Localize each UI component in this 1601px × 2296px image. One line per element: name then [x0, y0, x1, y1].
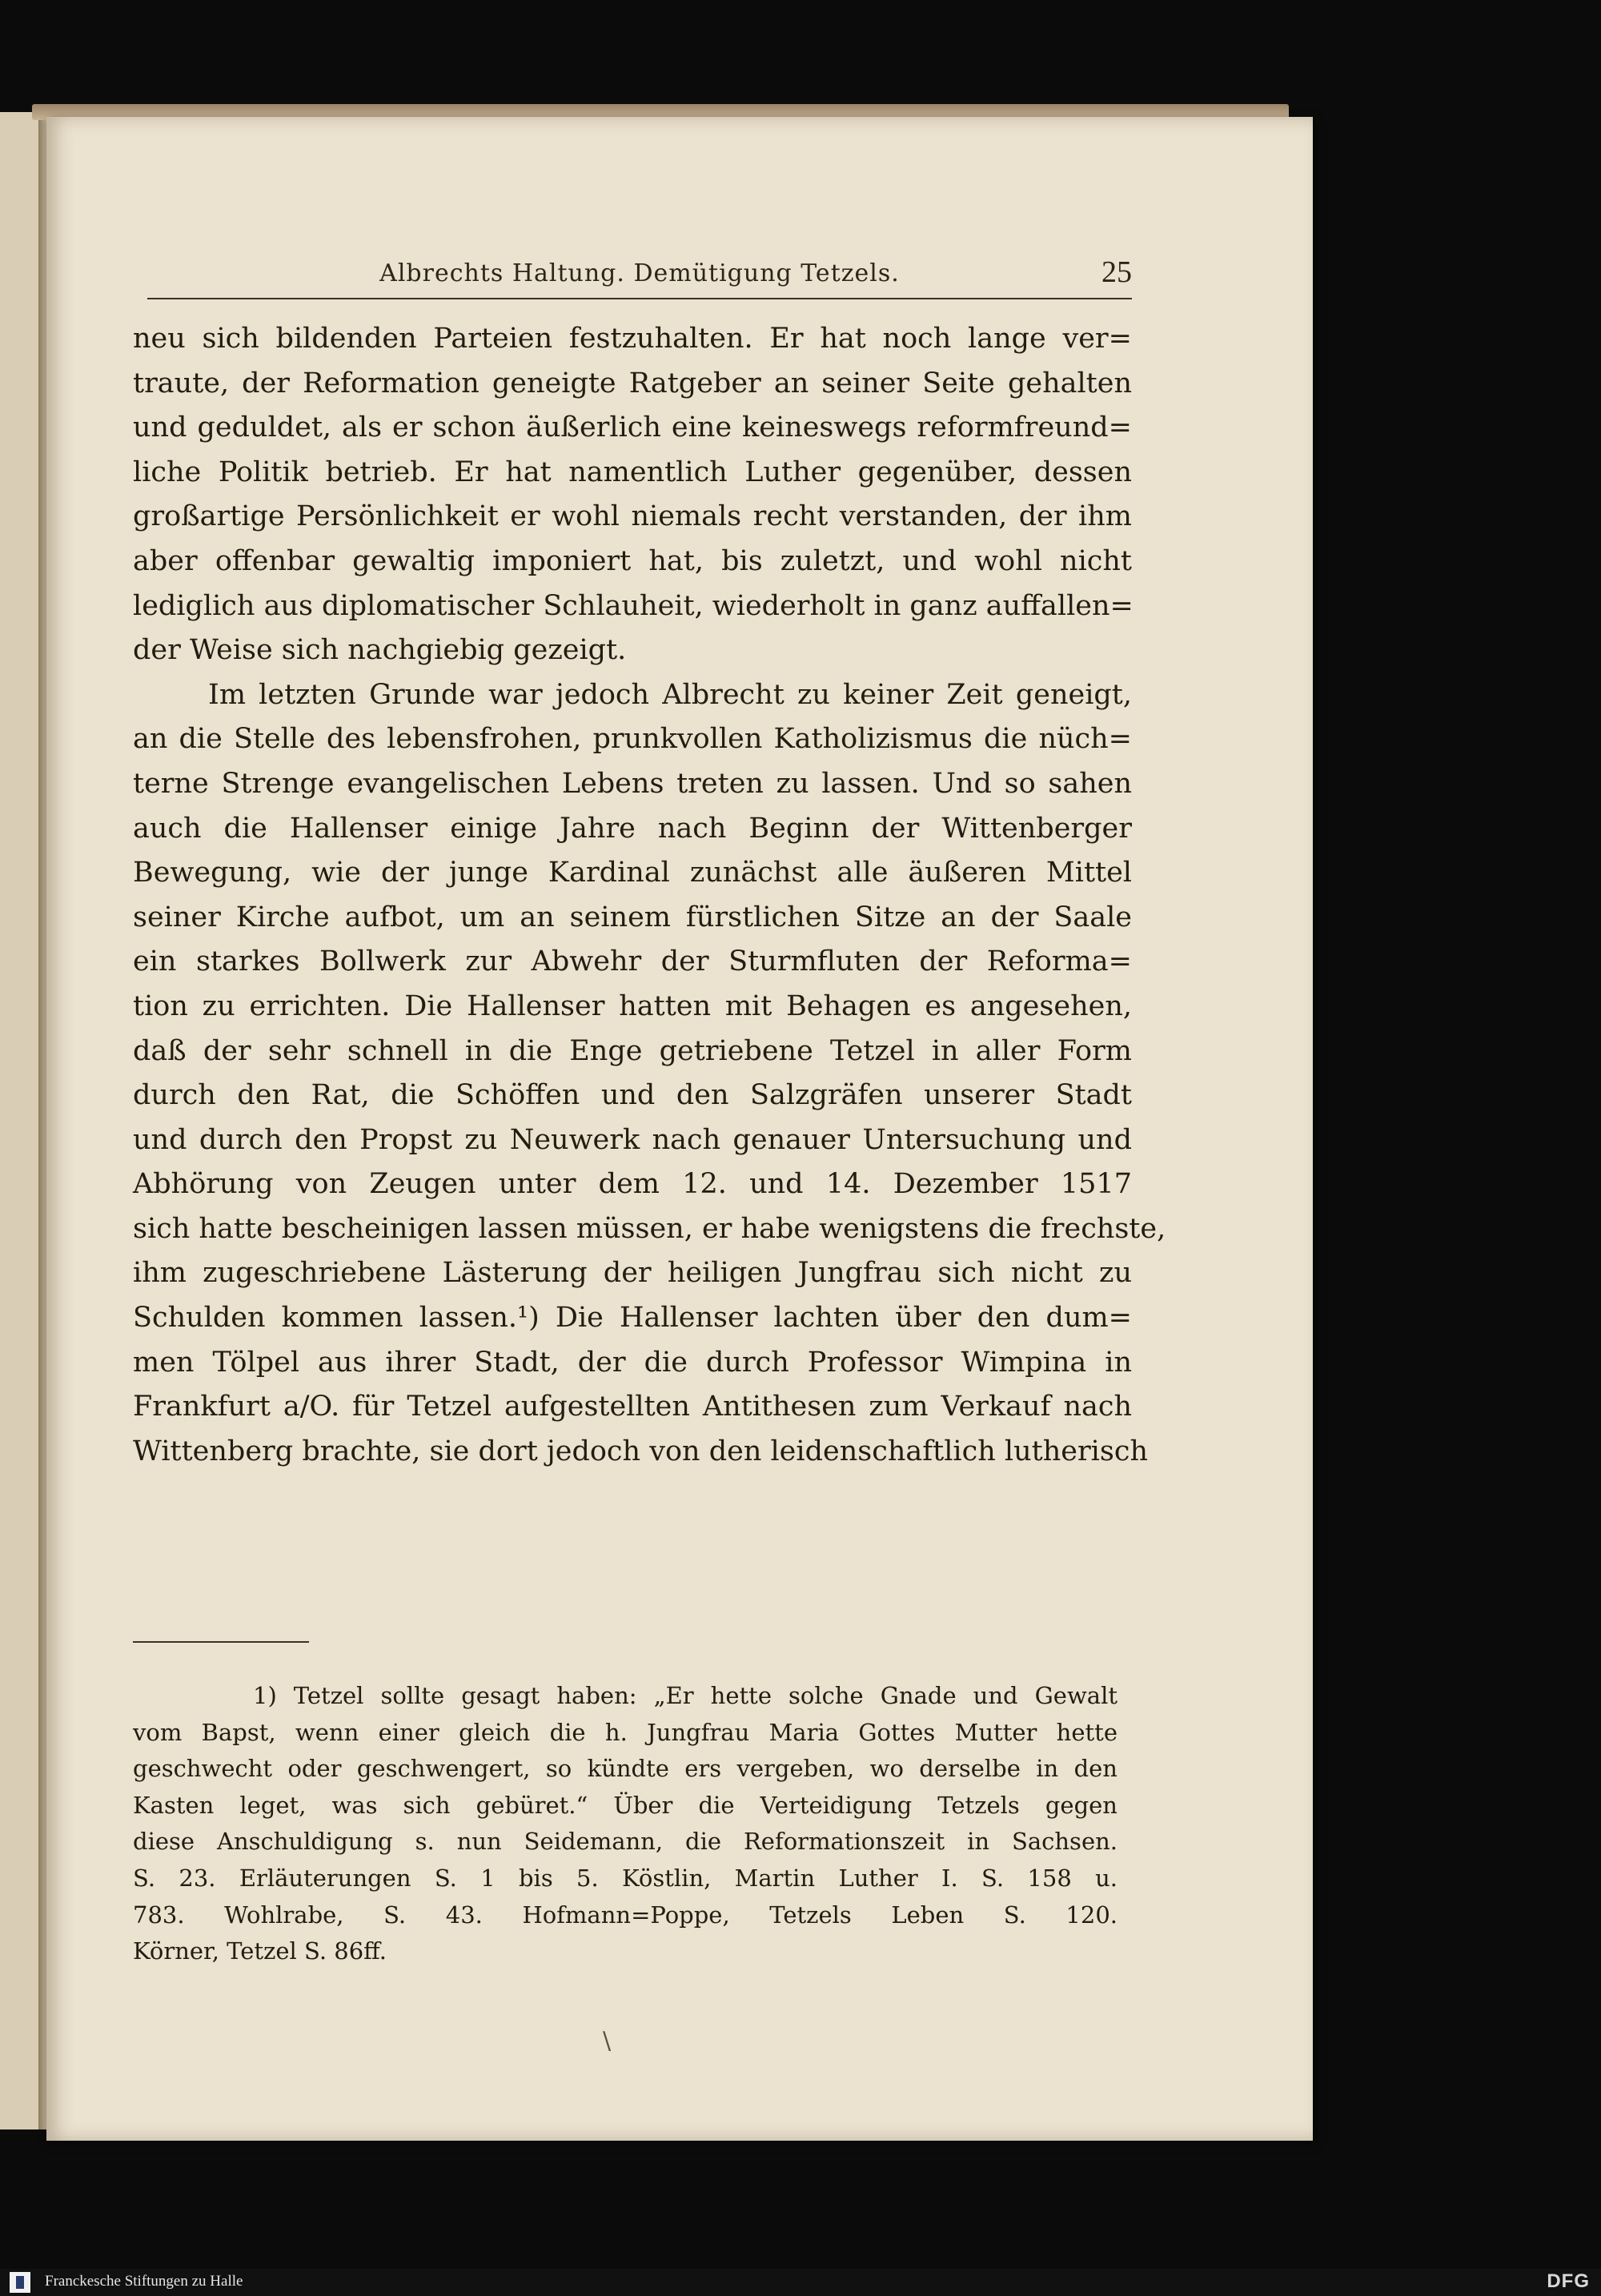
body-line: daß der sehr schnell in die Enge getriebene Tetzel in aller Form — [133, 1034, 1132, 1067]
body-line: men Tölpel aus ihrer Stadt, der die durch Professor Wimpina in — [133, 1346, 1132, 1379]
footnote-line: vom Bapst, wenn einer gleich die h. Jungfrau Maria Gottes Mutter hette — [133, 1718, 1117, 1746]
body-line: sich hatte bescheinigen lassen müssen, er habe wenigstens die frechste, — [133, 1212, 1166, 1245]
body-text — [133, 317, 1166, 1474]
footnote-line: Körner, Tetzel S. 86ff. — [133, 1937, 387, 1965]
previous-page-edge — [0, 112, 41, 2129]
body-line-paragraph-start: Im letzten Grunde war jedoch Albrecht zu keiner Zeit geneigt, — [208, 678, 1132, 711]
footnote-divider — [133, 1641, 309, 1643]
page-number: 25 — [1101, 255, 1132, 289]
body-line: neu sich bildenden Parteien festzuhalten. Er hat noch lange ver= — [133, 323, 1132, 355]
body-line: ein starkes Bollwerk zur Abwehr der Sturmfluten der Reforma= — [133, 945, 1132, 978]
running-title: Albrechts Haltung. Demütigung Tetzels. — [379, 259, 900, 287]
footnote-line: diese Anschuldigung s. nun Seidemann, die Reformationszeit in Sachsen. — [133, 1828, 1117, 1856]
body-line: ihm zugeschriebene Lästerung der heiligen Jungfrau sich nicht zu — [133, 1257, 1132, 1290]
body-line: an die Stelle des lebensfrohen, prunkvollen Katholizismus die nüch= — [133, 723, 1132, 756]
body-line: tion zu errichten. Die Hallenser hatten mit Behagen es angesehen, — [133, 989, 1132, 1022]
body-line: lediglich aus diplomatischer Schlauheit, wiederholt in ganz auffallen= — [133, 589, 1134, 622]
body-line: auch die Hallenser einige Jahre nach Beginn der Wittenberger — [133, 812, 1132, 845]
stray-pencil-mark: \ — [603, 2027, 612, 2055]
footnote-line: geschwecht oder geschwengert, so kündte ers vergeben, wo derselbe in den — [133, 1755, 1117, 1783]
footnote-line: 783. Wohlrabe, S. 43. Hofmann=Poppe, Tetzels Leben S. 120. — [133, 1901, 1117, 1929]
body-line: und geduldet, als er schon äußerlich eine keineswegs reformfreund= — [133, 411, 1132, 444]
institution-logo-icon — [10, 2272, 30, 2293]
institution-name: Franckesche Stiftungen zu Halle — [45, 2273, 243, 2290]
body-line: aber offenbar gewaltig imponiert hat, bis zuletzt, und wohl nicht — [133, 544, 1132, 577]
body-line: terne Strenge evangelischen Lebens treten zu lassen. Und so sahen — [133, 767, 1132, 800]
body-line: durch den Rat, die Schöffen und den Salzgräfen unserer Stadt — [133, 1079, 1132, 1112]
body-line: Abhörung von Zeugen unter dem 12. und 14. Dezember 1517 — [133, 1168, 1132, 1201]
footnotes — [133, 1678, 1117, 1970]
viewer-footer — [0, 2269, 1601, 2296]
dfg-logo: DFG — [1547, 2270, 1590, 2292]
body-line: traute, der Reformation geneigte Ratgeber an seiner Seite gehalten — [133, 367, 1132, 399]
footnote-line: S. 23. Erläuterungen S. 1 bis 5. Köstlin, Martin Luther I. S. 158 u. — [133, 1864, 1117, 1892]
body-line: Bewegung, wie der junge Kardinal zunächst alle äußeren Mittel — [133, 857, 1132, 889]
book-page — [46, 117, 1313, 2141]
body-line: großartige Persönlichkeit er wohl niemals recht verstanden, der ihm — [133, 500, 1132, 533]
body-line: der Weise sich nachgiebig gezeigt. — [133, 634, 627, 667]
body-line: seiner Kirche aufbot, um an seinem fürstlichen Sitze an der Saale — [133, 901, 1132, 933]
body-line: liche Politik betrieb. Er hat namentlich Luther gegenüber, dessen — [133, 456, 1132, 488]
body-line: Frankfurt a/O. für Tetzel aufgestellten Antithesen zum Verkauf nach — [133, 1391, 1132, 1423]
body-line: und durch den Propst zu Neuwerk nach genauer Untersuchung und — [133, 1123, 1132, 1156]
page-header — [147, 255, 1132, 299]
body-line: Wittenberg brachte, sie dort jedoch von den leidenschaftlich lutherisch — [133, 1435, 1148, 1467]
body-line: Schulden kommen lassen.¹) Die Hallenser lachten über den dum= — [133, 1302, 1132, 1335]
footnote-line: 1) Tetzel sollte gesagt haben: „Er hette solche Gnade und Gewalt — [253, 1682, 1117, 1709]
footnote-line: Kasten leget, was sich gebüret.“ Über die Verteidigung Tetzels gegen — [133, 1791, 1117, 1819]
